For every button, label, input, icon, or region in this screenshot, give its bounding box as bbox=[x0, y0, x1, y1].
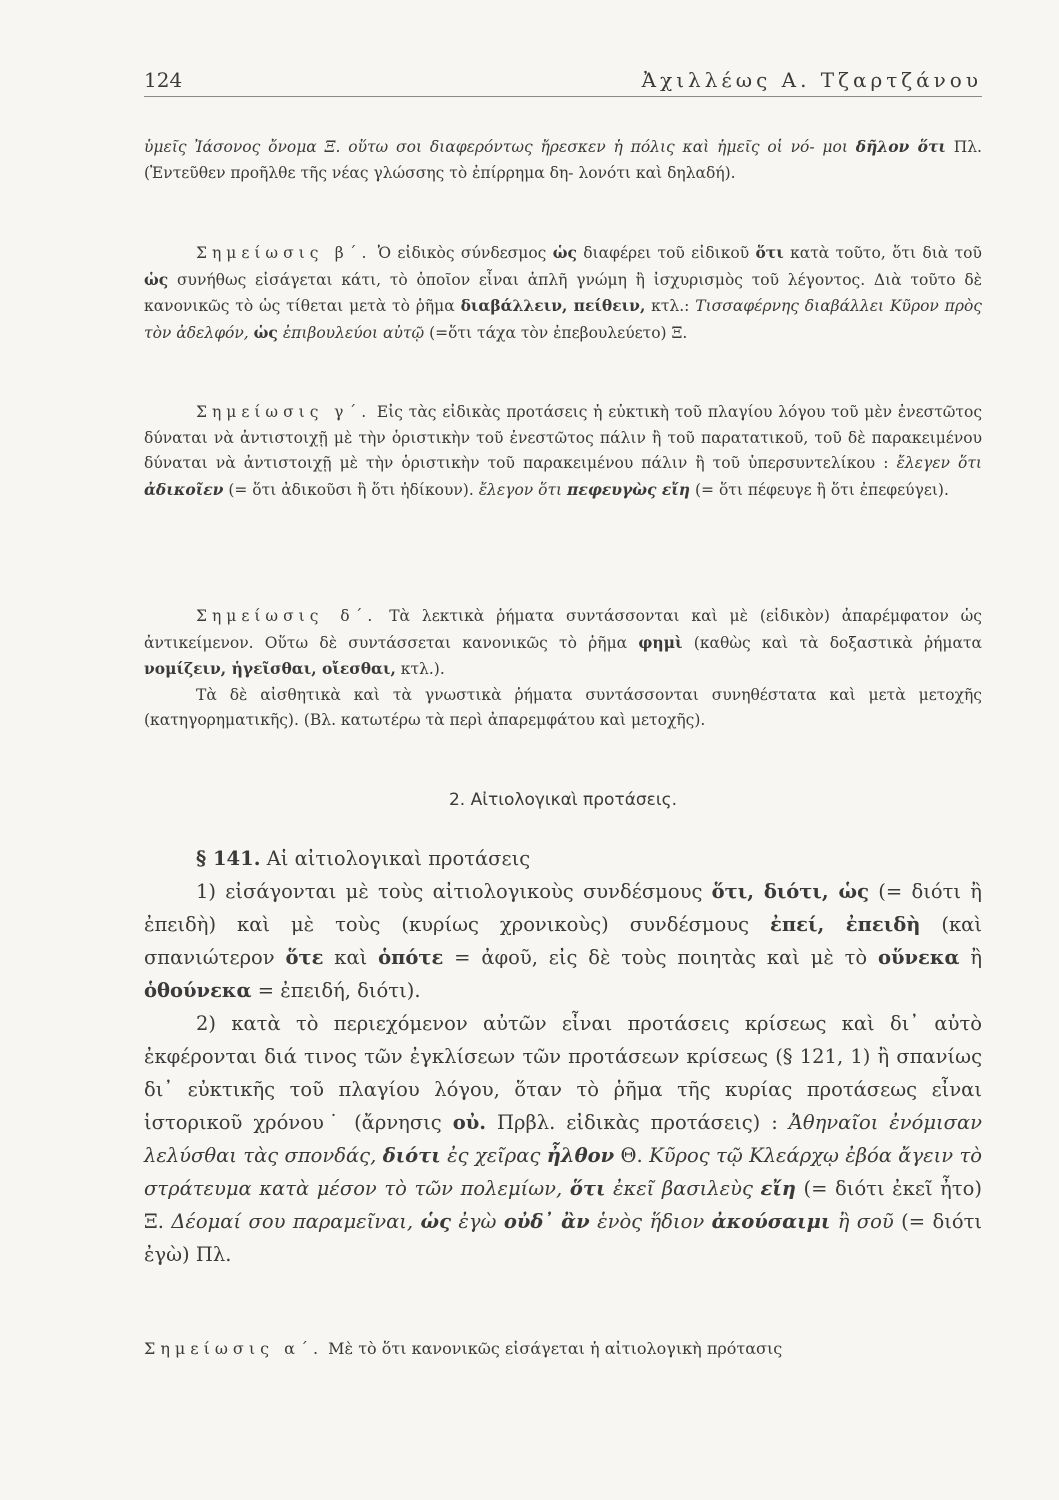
quote-text: ἐπιβουλεύοι αὐτῷ bbox=[282, 323, 425, 342]
quote-text: ἐς χεῖρας bbox=[447, 1144, 541, 1167]
body-text: λονότι καὶ δηλαδή). bbox=[578, 163, 736, 182]
body-text: συνήθως εἰσάγεται κάτι, τὸ ὁποῖον εἶναι ἁπλῆ γνώμη ἢ ἰσχυρισμὸς τοῦ λέγοντος. Διὰ τοῦτο δὲ κανονικῶς τὸ ὡς τίθεται μετὰ τὸ ῥῆμα bbox=[144, 270, 982, 315]
note-b bbox=[144, 240, 982, 346]
emphasis-text: ὅτι bbox=[569, 1177, 606, 1200]
note-c bbox=[144, 400, 982, 503]
emphasis-text: ὡς bbox=[253, 322, 278, 342]
note-label: Σημείωσις β΄. bbox=[196, 244, 372, 262]
quote-text: ἢ σοῦ bbox=[837, 1210, 894, 1233]
quote-text: μοι bbox=[822, 138, 848, 156]
body-text: (καθὼς καὶ τὰ δοξαστικὰ ῥήματα bbox=[693, 633, 982, 652]
body-text: (= ὅτι ἀδικοῦσι ἢ ὅτι ἠδίκουν). bbox=[228, 480, 474, 499]
emphasis-text: ἦλθον bbox=[546, 1144, 615, 1167]
quote-text: ἐγὼ bbox=[458, 1210, 497, 1233]
body-text: (καὶ σπανιώτερον bbox=[144, 913, 982, 969]
body-text: ἢ bbox=[970, 946, 983, 969]
quote-text: ἔλεγον ὅτι bbox=[478, 480, 563, 499]
emphasis-text: εἴη bbox=[760, 1177, 796, 1200]
emphasis-text: ὡς bbox=[144, 269, 169, 289]
page-number: 124 bbox=[144, 68, 183, 92]
emphasis-text: ὁπότε bbox=[378, 946, 444, 969]
body-text: Αἱ αἰτιολογικαὶ προτάσεις bbox=[266, 847, 531, 870]
emphasis-text: ὡς bbox=[552, 243, 577, 262]
body-text: Πλ. (Ἐντεῦθεν προῆλθε τῆς νέας γλώσσης τὸ ἐπίρρημα δη- bbox=[144, 138, 982, 182]
emphasis-text: δῆλον ὅτι bbox=[855, 137, 946, 156]
emphasis-text: ἐπεί, ἐπειδὴ bbox=[770, 913, 921, 936]
section-heading: 2. Αἰτιολογικαὶ προτάσεις. bbox=[448, 790, 677, 810]
quote-text: ὑμεῖς Ἰάσονος ὄνομα Ξ. οὕτω σοι διαφερόντως ἤρεσκεν ἡ πόλις καὶ ἡμεῖς οἱ νό- bbox=[144, 138, 815, 156]
body-text: 1) εἰσάγονται μὲ τοὺς αἰτιολογικοὺς συνδέσμους bbox=[196, 880, 703, 903]
note-label: Σημείωσις α΄. bbox=[144, 1339, 324, 1358]
emphasis-text: ἀκούσαιμι bbox=[711, 1210, 831, 1233]
body-text: Πρβλ. εἰδικὰς προτάσεις) : bbox=[497, 1111, 778, 1134]
body-text: καὶ bbox=[334, 946, 368, 969]
body-text: κτλ.: bbox=[651, 297, 690, 315]
emphasis-text: φημὶ bbox=[638, 632, 683, 652]
body-text: κατὰ τοῦτο, ὅτι διὰ τοῦ bbox=[790, 244, 982, 262]
emphasis-text: ὅτε bbox=[285, 946, 324, 969]
emphasis-text: διότι bbox=[382, 1144, 441, 1167]
quote-text: ἑνὸς ἥδιον bbox=[597, 1210, 705, 1233]
note-label: Σημείωσις δ΄. bbox=[196, 607, 378, 625]
body-text: διαφέρει τοῦ εἰδικοῦ bbox=[583, 244, 750, 262]
emphasis-text: ὡς bbox=[420, 1210, 451, 1233]
running-title: Ἀχιλλέως Α. Τζαρτζάνου bbox=[641, 68, 982, 92]
emphasis-text: ἀδικοῖεν bbox=[144, 479, 224, 499]
emphasis-text: πεφευγὼς εἴη bbox=[567, 479, 691, 499]
quote-text: Τισσαφέρνης διαβάλλει Κῦρον πρὸς τὸν ἀδελφόν, bbox=[144, 297, 982, 342]
body-text: (= διότι ἐγὼ) Πλ. bbox=[144, 1210, 983, 1266]
paragraph-141 bbox=[144, 842, 982, 1271]
emphasis-text: οὐδ᾿ ἂν bbox=[503, 1210, 590, 1233]
quote-text: ἔλεγεν ὅτι bbox=[896, 454, 983, 472]
quote-text: Ἀθηναῖοι ἐνόμισαν λελύσθαι τὰς σπονδάς, bbox=[144, 1111, 983, 1167]
body-text: Τὰ λεκτικὰ ῥήματα συντάσσονται καὶ μὲ (εἰδικὸν) ἀπαρέμφατον ὡς ἀντικείμενον. Οὕτω δὲ συντάσσεται κανονικῶς τὸ ῥῆμα bbox=[144, 607, 982, 652]
running-header bbox=[144, 68, 982, 97]
emphasis-text: ὁθούνεκα bbox=[144, 979, 252, 1002]
body-text: (= ὅτι πέφευγε ἢ ὅτι ἐπεφεύγει). bbox=[694, 480, 949, 499]
note-a bbox=[144, 1336, 982, 1362]
body-text: Ὁ εἰδικὸς σύνδεσμος bbox=[377, 244, 547, 262]
note-label: Σημείωσις γ΄. bbox=[196, 403, 372, 421]
body-text: = ἐπειδή, διότι). bbox=[257, 979, 421, 1002]
emphasis-text: νομίζειν, ἡγεῖσθαι, οἴεσθαι, bbox=[144, 659, 396, 678]
body-text: Μὲ τὸ ὅτι κανονικῶς εἰσάγεται ἡ αἰτιολογικὴ πρότασις bbox=[328, 1339, 783, 1358]
body-text: κτλ.). bbox=[400, 660, 445, 678]
emphasis-text: ὅτι bbox=[755, 243, 784, 262]
quote-text: Δέομαί σου παραμεῖναι, bbox=[171, 1210, 414, 1233]
note-d bbox=[144, 604, 982, 734]
emphasis-text: διαβάλλειν, πείθειν, bbox=[460, 296, 646, 315]
emphasis-text: ὅτι, διότι, ὡς bbox=[711, 880, 869, 903]
body-text: = ἀφοῦ, εἰς δὲ τοὺς ποιητὰς καὶ μὲ τὸ bbox=[454, 946, 868, 969]
body-text: Εἰς τὰς εἰδικὰς προτάσεις ἡ εὐκτικὴ τοῦ πλαγίου λόγου τοῦ μὲν ἐνεστῶτος δύναται νὰ ἀντιστοιχῇ μὲ τὴν ὁριστικὴν τοῦ ἐνεστῶτος πάλιν ἢ τοῦ παρατατικοῦ, τοῦ δὲ παρακειμένου δύναται νὰ ἀντιστοιχῇ μὲ τὴν ὁριστικὴν τοῦ παρακειμένου πάλιν ἢ τοῦ ὑπερσυντελίκου : bbox=[144, 403, 982, 472]
block-continuation bbox=[144, 134, 982, 186]
body-text: (=ὅτι τάχα τὸν ἐπεβουλεύετο) Ξ. bbox=[429, 323, 688, 342]
section-number: § 141. bbox=[196, 847, 261, 870]
body-text: Θ. bbox=[620, 1144, 643, 1167]
quote-text: Κῦρος τῷ Κλεάρχῳ ἐβόα ἄγειν τὸ στράτευμα κατὰ μέσον τὸ τῶν πολεμίων, bbox=[144, 1144, 982, 1200]
body-text: (= διότι ἐκεῖ ἦτο) Ξ. bbox=[144, 1177, 982, 1233]
quote-text: ἐκεῖ βασιλεὺς bbox=[612, 1177, 753, 1200]
body-text: 2) κατὰ τὸ περιεχόμενον αὐτῶν εἶναι προτάσεις κρίσεως καὶ δι᾿ αὐτὸ ἐκφέρονται διά τινος τῶν ἐγκλίσεων τῶν προτάσεων κρίσεως (§ 121, 1) ἢ σπανίως δι᾿ εὐκτικῆς τοῦ πλαγίου λόγου, ὅταν τὸ ῥῆμα τῆς κυρίας προτάσεως εἶναι ἱστορικοῦ χρόνου˙ (ἄρνησις bbox=[144, 1012, 982, 1134]
emphasis-text: οὐ. bbox=[452, 1111, 487, 1134]
body-text: Τὰ δὲ αἰσθητικὰ καὶ τὰ γνωστικὰ ῥήματα συντάσσονται συνηθέστατα καὶ μετὰ μετοχῆς (κατηγορηματικῆς). (Βλ. κατωτέρω τὰ περὶ ἀπαρεμφάτου καὶ μετοχῆς). bbox=[144, 685, 982, 729]
body-text: (= διότι ἢ ἐπειδὴ) καὶ μὲ τοὺς (κυρίως χρονικοὺς) συνδέσμους bbox=[144, 880, 982, 936]
emphasis-text: οὕνεκα bbox=[877, 946, 960, 969]
